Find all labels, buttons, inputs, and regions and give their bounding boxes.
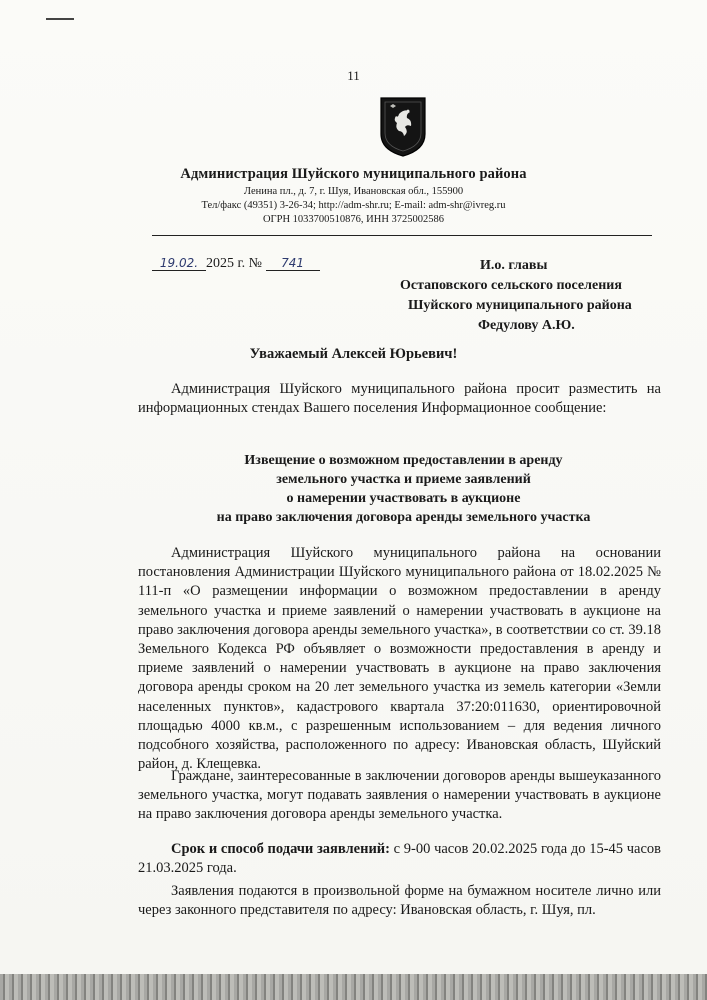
letterhead-divider <box>152 235 652 236</box>
notice-title-line: Извещение о возможном предоставлении в аренду <box>244 453 563 468</box>
scan-bottom-edge <box>0 974 707 1000</box>
deadline-label: Срок и способ подачи заявлений: <box>171 841 390 857</box>
outgoing-date-number <box>152 256 320 272</box>
number-sign: № <box>248 256 263 271</box>
organization-contacts: Тел/факс (49351) 3-26-34; http://adm-shr.ru; E-mail: adm-shr@ivreg.ru <box>201 200 506 211</box>
recipient-block <box>400 256 670 336</box>
intro-paragraph: Администрация Шуйского муниципального района просит разместить на информационных стендах Вашего поселения Информационное сообщение: <box>138 381 661 417</box>
scan-corner-mark <box>46 18 74 20</box>
organization-registry: ОГРН 1033700510876, ИНН 3725002586 <box>262 214 445 225</box>
deadline-text: с 9-00 часов 20.02.2025 года до 15-45 часов 21.03.2025 года. <box>138 841 661 877</box>
recipient-line: И.о. главы <box>480 258 548 273</box>
page-number: 11 <box>347 68 360 83</box>
body-paragraph-2: Граждане, заинтересованные в заключении договоров аренды вышеуказанного земельного участка, могут подавать заявления о намерении участвовать в аукционе на право заключения договора аренды земельного участка. <box>138 768 661 823</box>
recipient-line: Шуйского муниципального района <box>408 298 632 313</box>
greeting: Уважаемый Алексей Юрьевич! <box>249 346 458 362</box>
body-paragraph-4: Заявления подаются в произвольной форме на бумажном носителе лично или через законного представителя по адресу: Ивановская область, г. Шуя, пл. <box>138 883 661 919</box>
handwritten-date: 19.02. <box>152 256 206 271</box>
recipient-line: Остаповского сельского поселения <box>400 278 622 293</box>
organization-name: Администрация Шуйского муниципального района <box>180 166 527 182</box>
organization-address: Ленина пл., д. 7, г. Шуя, Ивановская обл., 155900 <box>243 186 464 197</box>
recipient-line: Федулову А.Ю. <box>478 318 575 333</box>
date-year: 2025 г. <box>206 256 246 271</box>
handwritten-number: 741 <box>266 256 320 271</box>
notice-title-line: о намерении участвовать в аукционе <box>286 491 521 506</box>
notice-title-line: земельного участка и приеме заявлений <box>276 472 531 487</box>
shuya-district-coat-of-arms-icon <box>379 96 427 158</box>
body-paragraph-3 <box>138 840 661 878</box>
body-paragraph-1: Администрация Шуйского муниципального района на основании постановления Администрации Шуйского муниципального района от 18.02.2025 № 111-п «О размещении информации о возможном предоставлении в аренду земельного участка и приеме заявлений о намерении участвовать в аукционе на право заключения договора аренды земельного участка», в соответствии со ст. 39.18 Земельного Кодекса РФ объявляет о возможности предоставления в аренду и приеме заявлений о намерении участвовать в аукционе на право заключения договора аренды сроком на 20 лет земельного участка из земель категории «Земли населенных пунктов», кадастрового квартала 37:20:011630, ориентировочной площадью 4000 кв.м., с разрешенным использованием – для ведения личного подсобного хозяйства, расположенного по адресу: Ивановская область, Шуйский район, д. Клещевка. <box>138 545 661 773</box>
notice-title-line: на право заключения договора аренды земельного участка <box>216 510 591 525</box>
notice-title <box>100 451 707 527</box>
